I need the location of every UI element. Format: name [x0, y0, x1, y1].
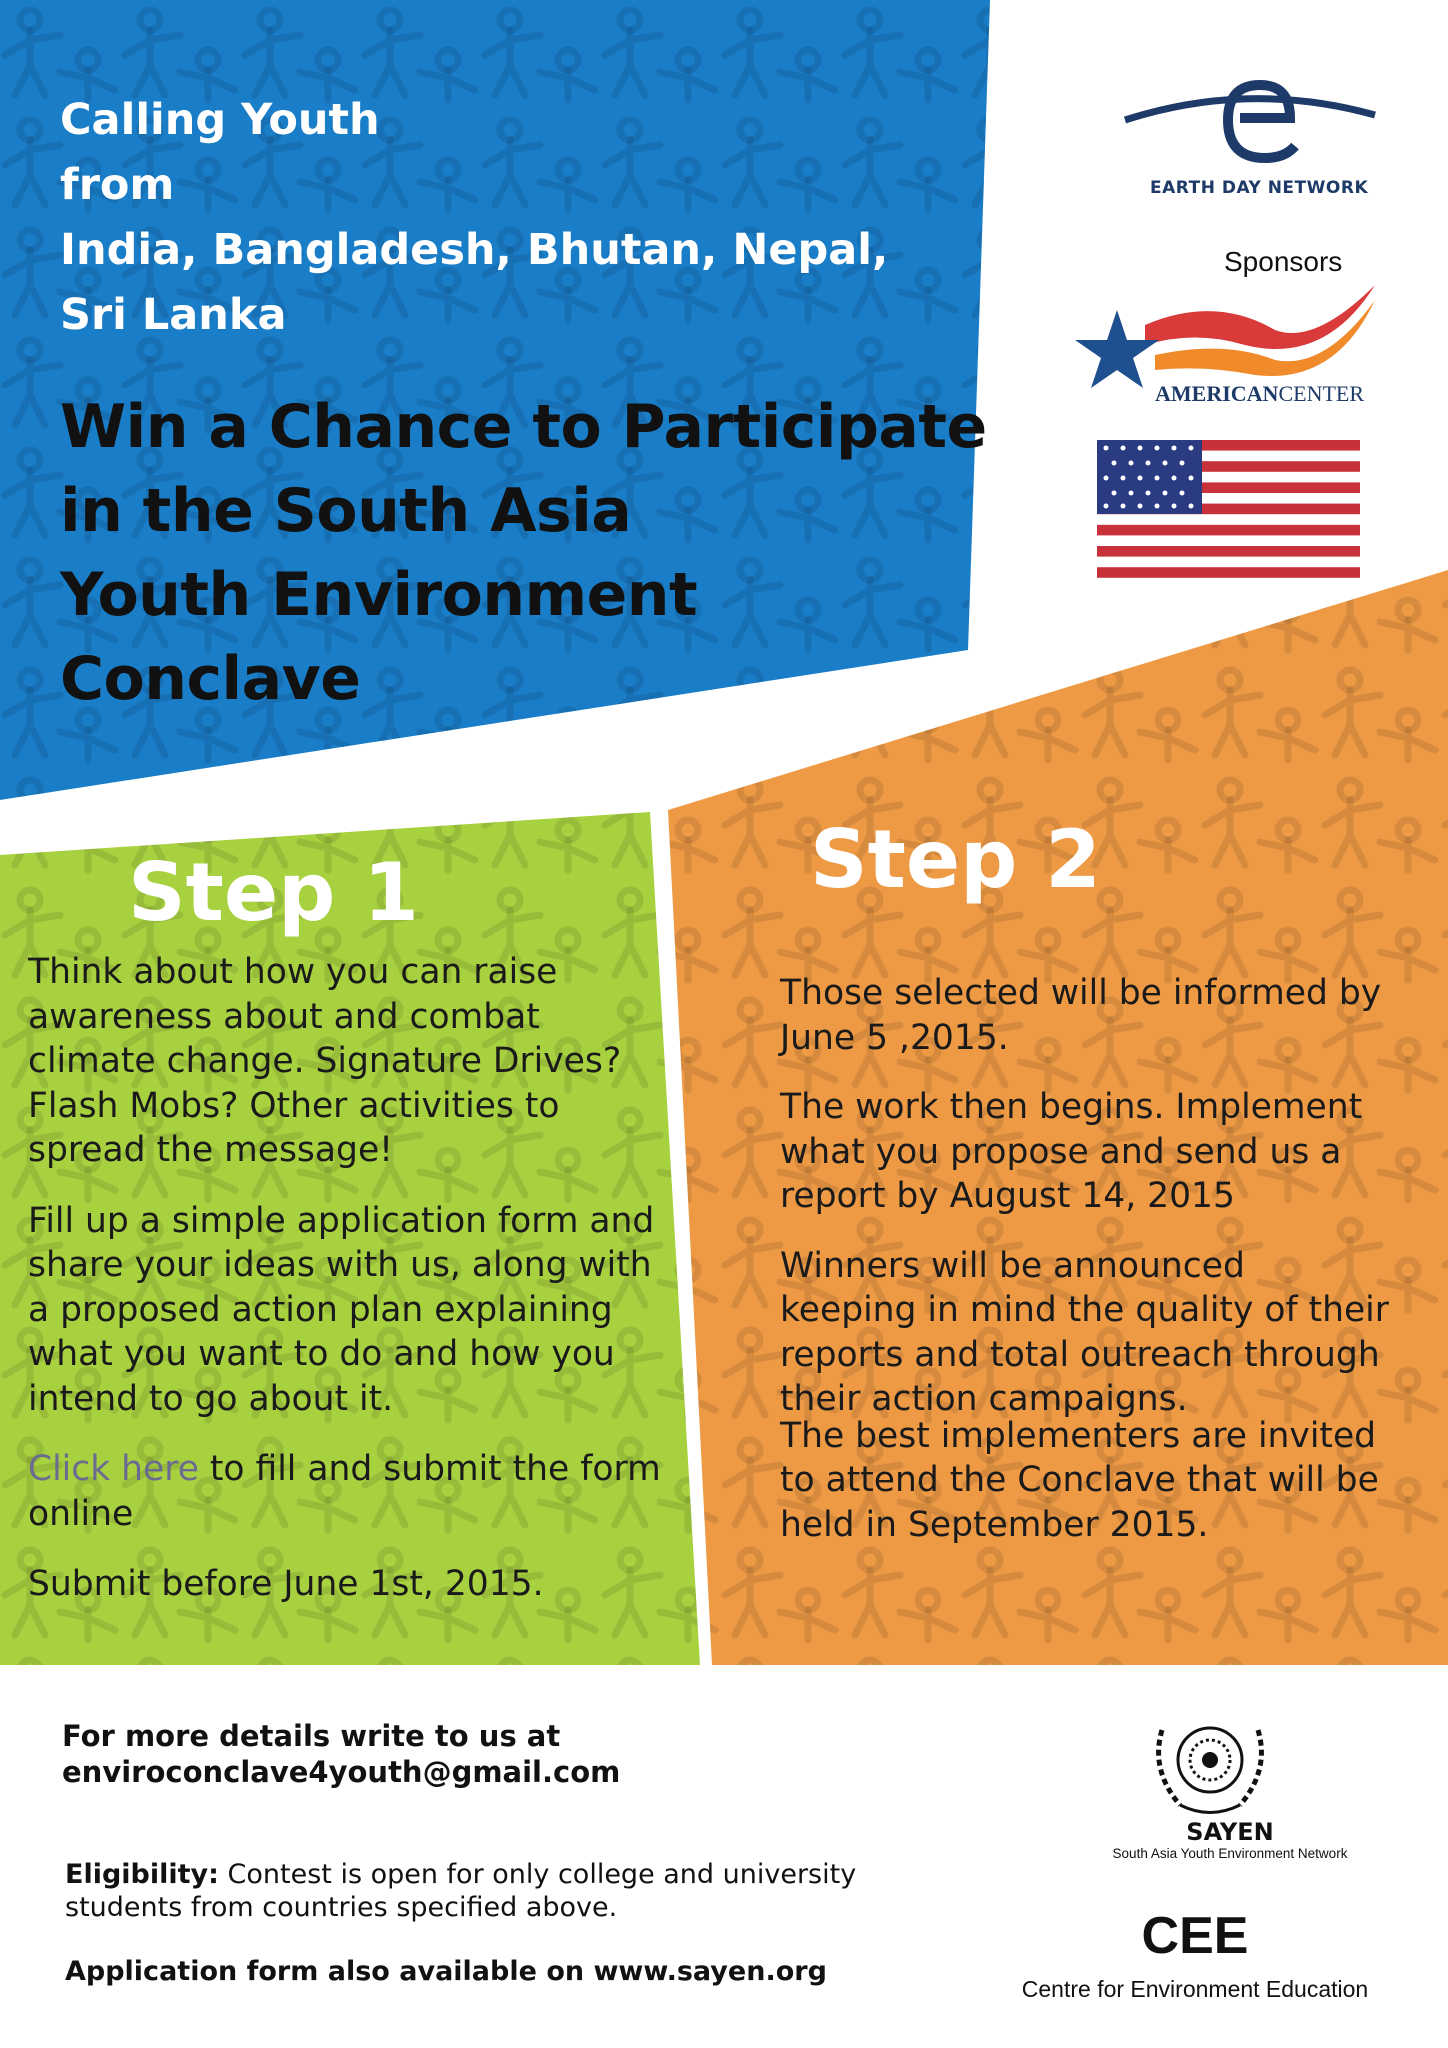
eligibility-label: Eligibility: — [65, 1859, 219, 1890]
american-center-logo — [1075, 285, 1375, 415]
cee-logo — [1000, 1906, 1400, 2016]
sayen-name: SAYEN — [1186, 1818, 1274, 1846]
calling-line: India, Bangladesh, Bhutan, Nepal, — [60, 225, 889, 275]
click-here-link[interactable]: Click here — [28, 1449, 199, 1489]
step1-heading: Step 1 — [128, 846, 419, 939]
title-line: Youth Environment — [60, 560, 698, 630]
calling-line: Sri Lanka — [60, 290, 287, 340]
step1-body — [28, 950, 668, 1607]
step1-para2: Fill up a simple application form and share your ideas with us, along with a proposed action plan explaining what you want to do and how you intend to go about it. — [28, 1200, 655, 1419]
us-flag-icon — [1097, 440, 1360, 578]
american-center-label: AMERICANCENTER — [1155, 381, 1365, 406]
step1-para3: Click here to fill and submit the form online — [28, 1449, 661, 1534]
contact-block — [62, 1718, 620, 1790]
step2-para3: Winners will be announced keeping in mind the quality of their reports and total outreach through their action campaigns. — [780, 1245, 1389, 1419]
step2-heading: Step 2 — [810, 813, 1101, 906]
calling-line: from — [60, 160, 175, 210]
sayen-wreath-icon — [1140, 1700, 1280, 1830]
sponsors-label: Sponsors — [1224, 246, 1343, 277]
main-title — [60, 385, 987, 721]
earth-day-label: EARTH DAY NETWORK — [1150, 178, 1369, 198]
title-line: Win a Chance to Participate — [60, 392, 987, 462]
earth-day-network-logo — [1120, 50, 1380, 210]
cee-name: CEE — [1141, 1907, 1249, 1965]
title-line: Conclave — [60, 644, 361, 714]
sayen-full-name: South Asia Youth Environment Network — [1112, 1846, 1348, 1861]
calling-youth-header — [60, 88, 888, 348]
application-line: Application form also available on www.sayen.org — [65, 1956, 827, 1987]
calling-line: Calling Youth — [60, 95, 380, 145]
step1-para1: Think about how you can raise awareness about and combat climate change. Signature Drives? Flash Mobs? Other activities to spread the message! — [28, 952, 622, 1170]
earth-day-e-icon — [1120, 50, 1380, 180]
title-line: in the South Asia — [60, 476, 632, 546]
eligibility-text: Eligibility: Contest is open for only college and university students from countries specified above. — [65, 1859, 857, 1923]
step2-para4: The best implementers are invited to attend the Conclave that will be held in September 2015. — [780, 1415, 1379, 1545]
contact-line: For more details write to us at — [62, 1719, 561, 1753]
step2-para1: Those selected will be informed by June 5 ,2015. — [780, 973, 1382, 1058]
step2-body — [780, 971, 1390, 1547]
sayen-logo — [1080, 1700, 1380, 1870]
contact-email[interactable]: enviroconclave4youth@gmail.com — [62, 1755, 621, 1789]
step1-deadline: Submit before June 1st, 2015. — [28, 1564, 544, 1604]
step2-para2: The work then begins. Implement what you propose and send us a report by August 14, 2015 — [780, 1087, 1363, 1216]
cee-full-name: Centre for Environment Education — [1021, 1976, 1369, 2002]
